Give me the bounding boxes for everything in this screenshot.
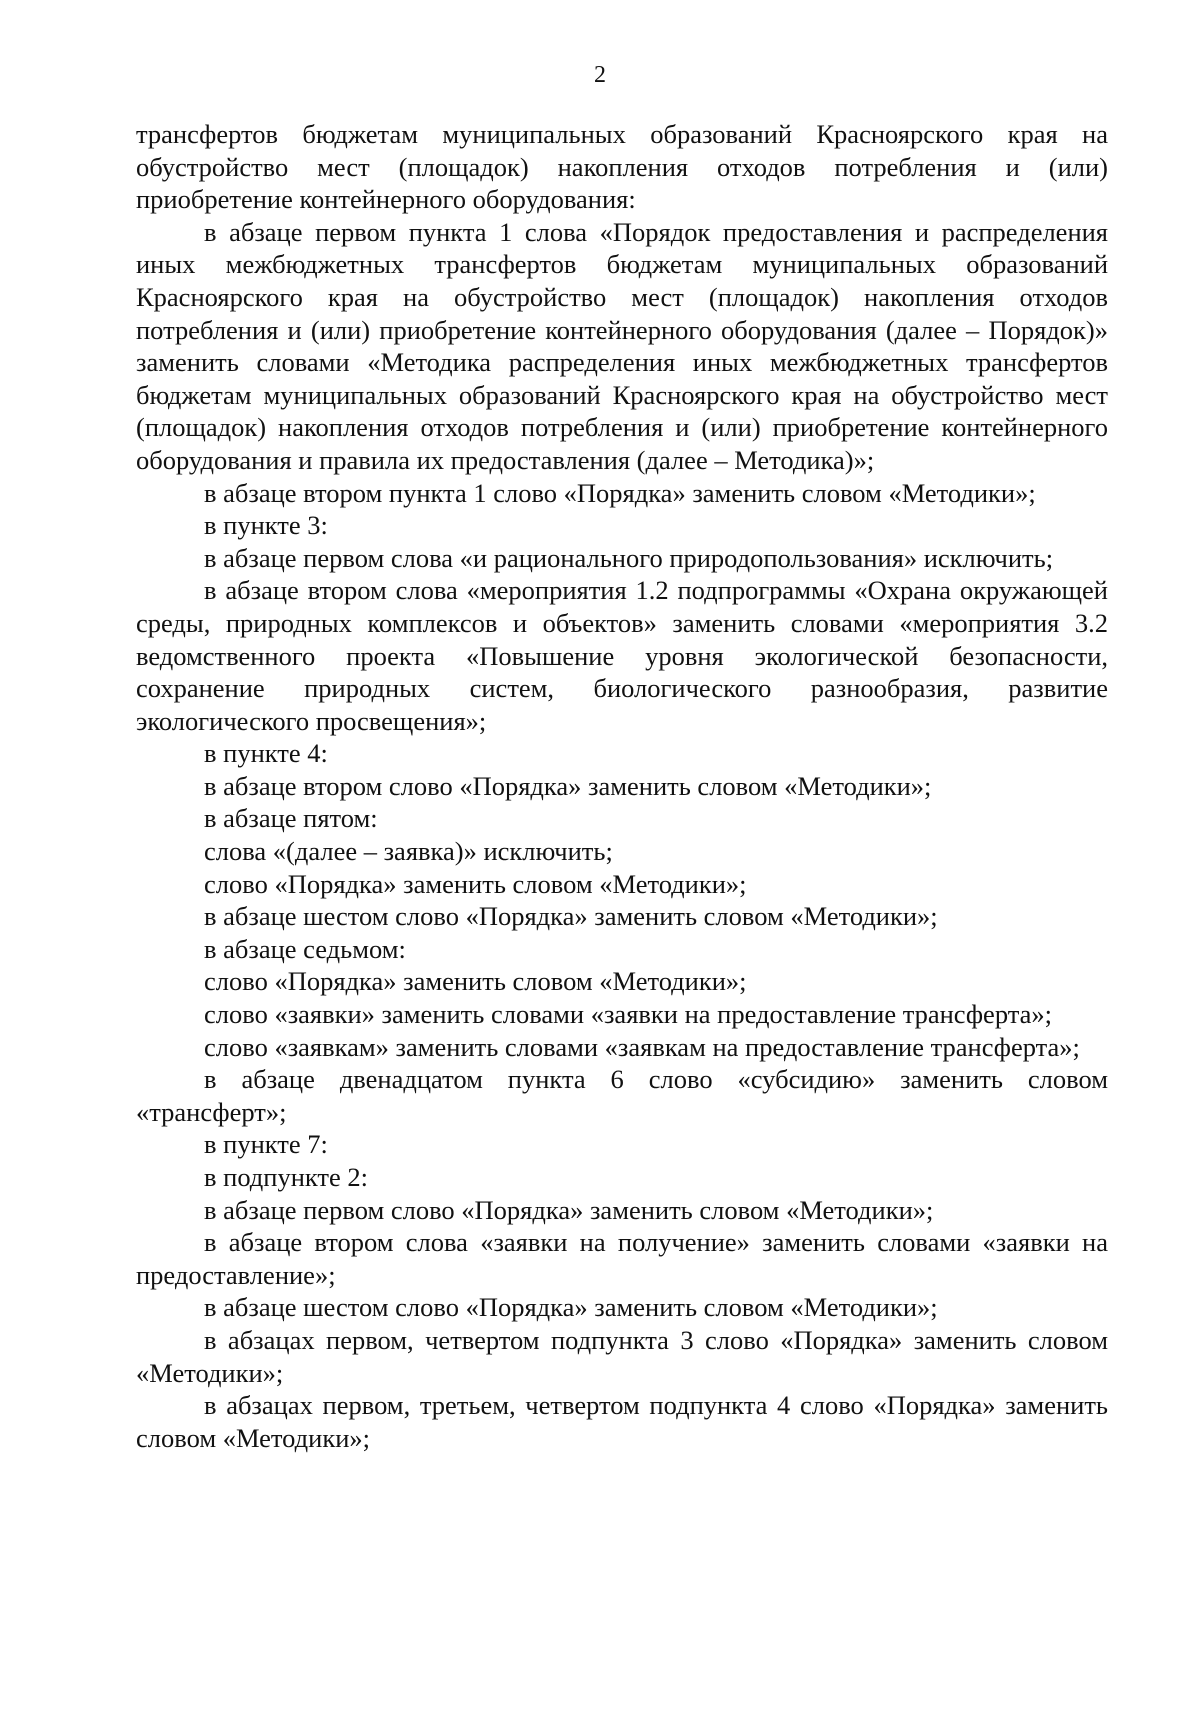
paragraph: в подпункте 2: bbox=[204, 1162, 369, 1192]
paragraph: слово «Порядка» заменить словом «Методики»; bbox=[204, 966, 747, 997]
paragraph: в абзаце шестом слово «Порядка» заменить словом «Методики»; bbox=[204, 901, 938, 932]
paragraph: в пункте 4: bbox=[204, 738, 328, 769]
paragraph: в абзаце втором слова «заявки на получение» заменить словами «заявки на предоставление»; bbox=[136, 1227, 1108, 1290]
paragraph: в абзаце двенадцатом пункта 6 слово «субсидию» заменить словом «трансферт»; bbox=[136, 1064, 1108, 1127]
paragraph: слово «заявки» заменить словами «заявки на предоставление трансферта»; bbox=[204, 999, 1052, 1030]
paragraph: в абзаце первом слова «и рационального природопользования» исключить; bbox=[204, 542, 1054, 573]
paragraph: в пункте 7: bbox=[204, 1129, 328, 1160]
paragraph: в абзацах первом, третьем, четвертом подпункта 4 слово «Порядка» заменить словом «Методики»; bbox=[136, 1390, 1108, 1453]
paragraph: трансфертов бюджетам муниципальных образований Красноярского края на обустройство мест (площадок) накопления отходов потребления и (или) приобретение контейнерного оборудования: bbox=[136, 119, 1108, 215]
paragraph: в абзаце пятом: bbox=[204, 803, 378, 834]
paragraph: в абзацах первом, четвертом подпункта 3 слово «Порядка» заменить словом «Методики»; bbox=[136, 1324, 1108, 1388]
paragraph: в абзаце втором слово «Порядка» заменить словом «Методики»; bbox=[204, 770, 932, 801]
paragraph: слова «(далее – заявка)» исключить; bbox=[204, 836, 613, 867]
paragraph: в абзаце втором слова «мероприятия 1.2 подпрограммы «Охрана окружающей среды, природных комплексов и объектов» заменить словами «мероприятия 3.2 ведомственного проекта «Повышение уровня экологической безопасности, сохранение природных систем, биологического разнообразия, развитие экологического просвещения»; bbox=[136, 575, 1108, 736]
paragraph: в абзаце седьмом: bbox=[204, 933, 406, 964]
paragraph: в абзаце втором пункта 1 слово «Порядка» заменить словом «Методики»; bbox=[204, 477, 1036, 508]
document-body bbox=[136, 118, 1108, 1454]
paragraph: слово «Порядка» заменить словом «Методики»; bbox=[204, 868, 747, 899]
paragraph: в абзаце шестом слово «Порядка» заменить словом «Методики»; bbox=[204, 1292, 938, 1323]
paragraph: в пункте 3: bbox=[204, 510, 328, 541]
paragraph: в абзаце первом пункта 1 слова «Порядок предоставления и распределения иных межбюджетных трансфертов бюджетам муниципальных образований Красноярского края на обустройство мест (площадок) накопления отходов потребления и (или) приобретение контейнерного оборудования (далее – Порядок)» заменить словами «Методика распределения иных межбюджетных трансфертов бюджетам муниципальных образований Красноярского края на обустройство мест (площадок) накопления отходов потребления и (или) приобретение контейнерного оборудования и правила их предоставления (далее – Методика)»; bbox=[136, 216, 1108, 475]
paragraph: в абзаце первом слово «Порядка» заменить словом «Методики»; bbox=[204, 1194, 934, 1225]
paragraph: слово «заявкам» заменить словами «заявкам на предоставление трансферта»; bbox=[204, 1031, 1080, 1062]
page-number: 2 bbox=[594, 62, 606, 88]
